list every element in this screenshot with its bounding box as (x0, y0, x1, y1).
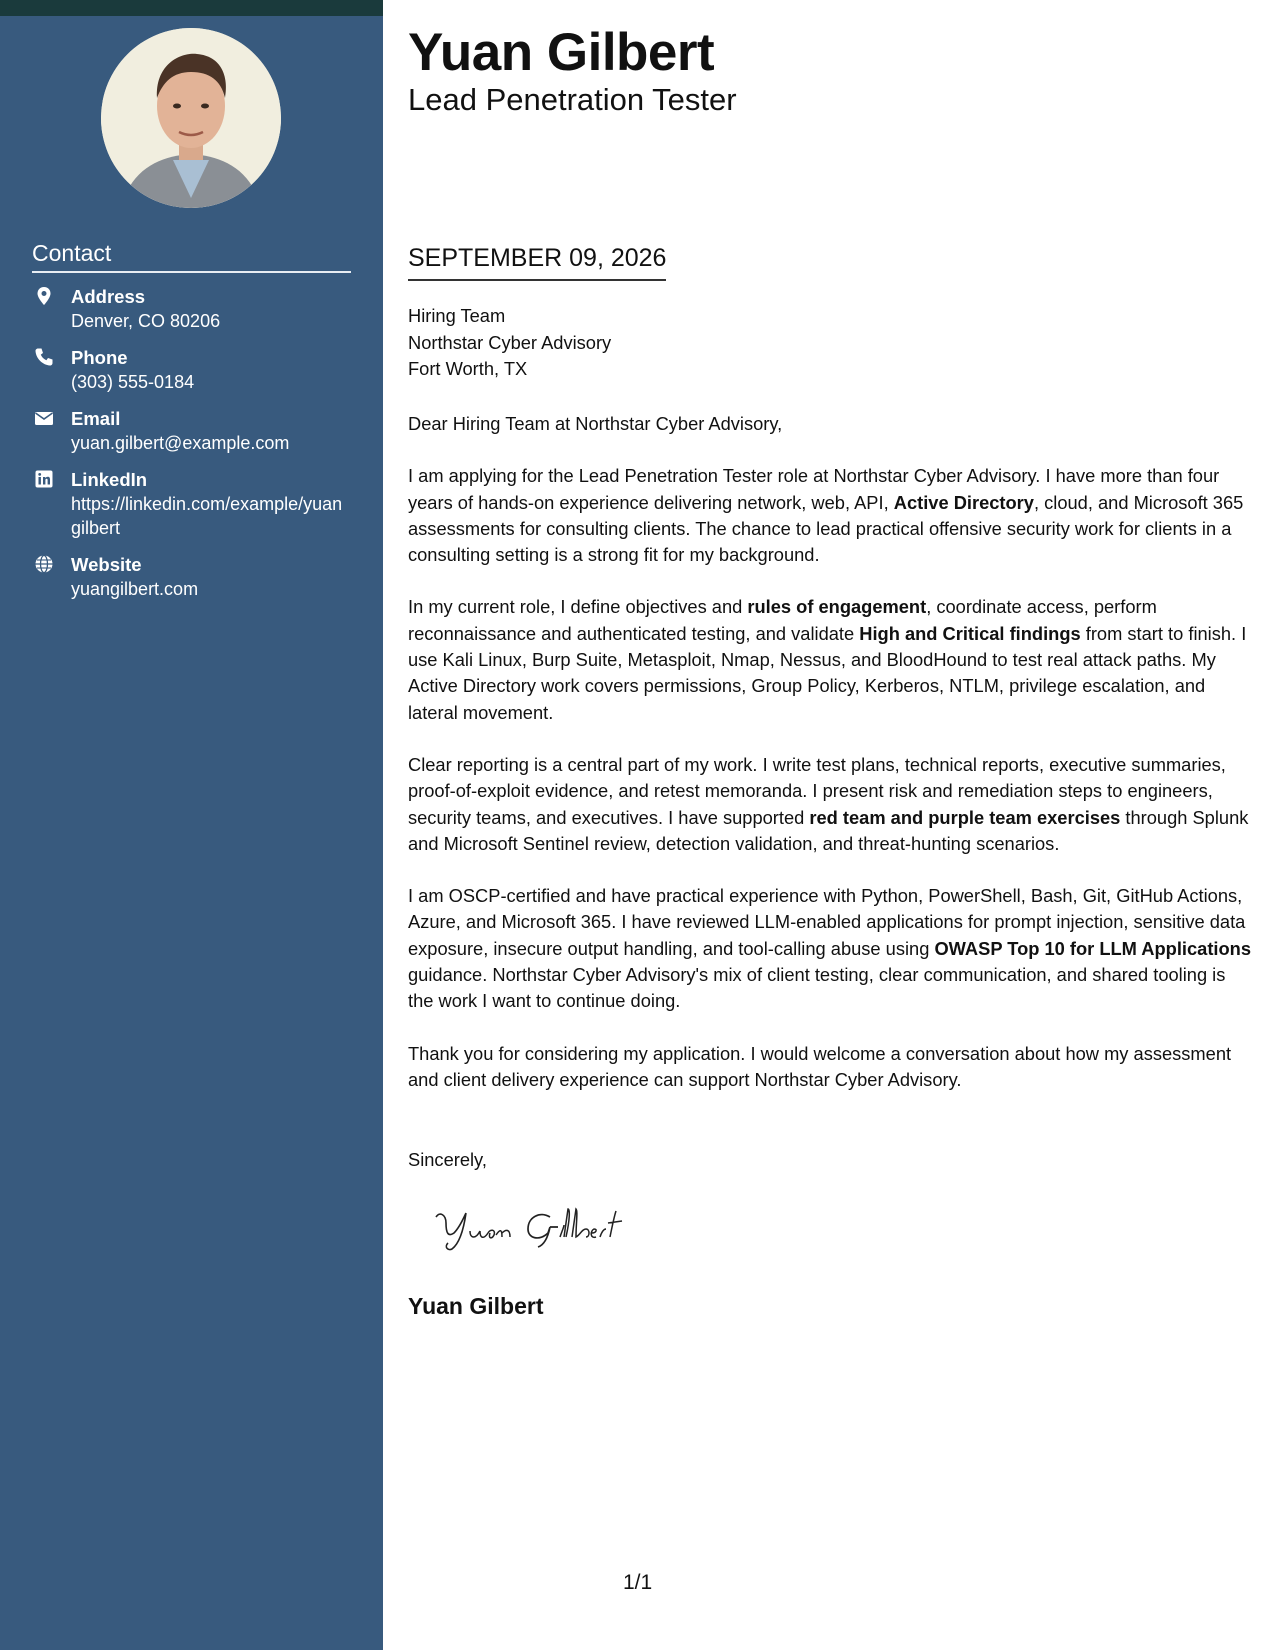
signer-name: Yuan Gilbert (408, 1293, 544, 1319)
contact-value: Denver, CO 80206 (71, 311, 221, 331)
contact-label: Address (71, 286, 146, 307)
letter-date: SEPTEMBER 09, 2026 (408, 244, 666, 281)
sidebar-top-band (0, 0, 383, 16)
emphasis: red team and purple team exercises (809, 806, 1121, 828)
sidebar (0, 0, 383, 1650)
closing: Sincerely, (408, 1149, 487, 1170)
salutation: Dear Hiring Team at Northstar Cyber Advisory, (408, 413, 783, 434)
location-pin-icon (34, 286, 54, 306)
emphasis: rules of engagement (747, 596, 927, 618)
recipient-line: Fort Worth, TX (408, 358, 528, 379)
contact-address (32, 284, 352, 333)
contact-label: Email (71, 408, 121, 429)
paragraph-5: Thank you for considering my application. I would welcome a conversation about how my assessment and client delivery experience can support Northstar Cyber Advisory. (408, 1042, 1232, 1090)
emphasis: OWASP Top 10 for LLM Applications (934, 937, 1251, 959)
phone-icon (34, 347, 54, 367)
contact-value[interactable]: yuangilbert.com (71, 579, 199, 599)
contact-label: Website (71, 554, 142, 575)
handwritten-signature (430, 1203, 650, 1253)
contact-phone (32, 345, 352, 394)
recipient-line: Northstar Cyber Advisory (408, 331, 612, 353)
contact-label: LinkedIn (71, 469, 148, 490)
contact-website (32, 552, 352, 601)
emphasis: High and Critical findings (859, 622, 1081, 644)
letter-body (408, 411, 1252, 1119)
contact-list (32, 284, 352, 613)
contact-value[interactable]: https://linkedin.com/example/yuangilbert (71, 494, 343, 538)
contact-heading: Contact (32, 240, 351, 273)
recipient-block (408, 303, 611, 383)
contact-email (32, 406, 352, 455)
recipient-line: Hiring Team (408, 305, 506, 326)
contact-label: Phone (71, 347, 128, 368)
paragraph-2: In my current role, I define objectives and rules of engagement, coordinate access, perform reconnaissance and authenticated testing, and validate High and Critical findings from start to finish. I use Kali Linux, Burp Suite, Metasploit, Nmap, Nessus, and BloodHound to test real attack paths. My Active Directory work covers permissions, Group Policy, Kerberos, NTLM, privilege escalation, and lateral movement. (408, 596, 1247, 723)
paragraph-4: I am OSCP-certified and have practical experience with Python, PowerShell, Bash, Git, GitHub Actions, Azure, and Microsoft 365. I have reviewed LLM-enabled applications for prompt injection, sensitive data exposure, insecure output handling, and tool-calling abuse using OWASP Top 10 for LLM Applications guidance. Northstar Cyber Advisory's mix of client testing, clear communication, and shared tooling is the work I want to continue doing. (408, 885, 1251, 1012)
paragraph-3: Clear reporting is a central part of my work. I write test plans, technical reports, executive summaries, proof-of-exploit evidence, and retest memoranda. I present risk and remediation steps to engineers, security teams, and executives. I have supported red team and purple team exercises through Splunk and Microsoft Sentinel review, detection validation, and threat-hunting scenarios. (408, 753, 1249, 854)
paragraph-1: I am applying for the Lead Penetration Tester role at Northstar Cyber Advisory. I have more than four years of hands-on experience delivering network, web, API, Active Directory, cloud, and Microsoft 365 assessments for consulting clients. The chance to lead practical offensive security work for clients in a consulting setting is a strong fit for my background. (408, 465, 1244, 566)
emphasis: Active Directory (893, 491, 1034, 513)
contact-linkedin (32, 467, 352, 540)
profile-photo (101, 28, 281, 208)
applicant-role: Lead Penetration Tester (408, 82, 737, 117)
email-icon (34, 408, 54, 428)
page-number: 1/1 (623, 1571, 653, 1594)
contact-value: (303) 555-0184 (71, 372, 195, 392)
globe-icon (34, 554, 54, 574)
contact-value: yuan.gilbert@example.com (71, 433, 290, 453)
linkedin-icon (34, 469, 54, 489)
applicant-name: Yuan Gilbert (408, 23, 715, 82)
